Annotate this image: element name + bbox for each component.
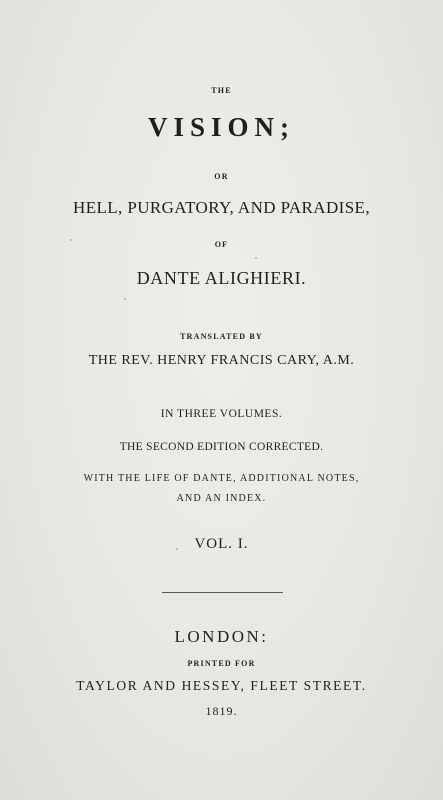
title-article: THE: [211, 86, 232, 95]
paper-speck: [255, 257, 257, 259]
contents-note-line-2: AND AN INDEX.: [176, 493, 267, 504]
paper-speck: [70, 239, 72, 241]
book-subtitle: HELL, PURGATORY, AND PARADISE,: [73, 198, 370, 217]
translated-by-label: TRANSLATED BY: [180, 332, 263, 341]
paper-speck: [176, 548, 178, 550]
title-or: OR: [214, 172, 229, 181]
author-name: DANTE ALIGHIERI.: [136, 268, 307, 288]
title-of: OF: [214, 240, 229, 249]
printed-for-label: PRINTED FOR: [187, 659, 256, 668]
paper-speck: [124, 298, 126, 300]
divider-rule: [162, 592, 283, 593]
volume-number: VOL. I.: [194, 536, 249, 552]
volumes-note: IN THREE VOLUMES.: [160, 408, 283, 420]
translator-name: THE REV. HENRY FRANCIS CARY, A.M.: [88, 353, 355, 368]
contents-note-line-1: WITH THE LIFE OF DANTE, ADDITIONAL NOTES,: [83, 473, 360, 484]
publisher-name: TAYLOR AND HESSEY, FLEET STREET.: [76, 678, 367, 693]
book-title: VISION;: [147, 112, 296, 142]
publication-year: 1819.: [205, 704, 238, 718]
imprint-city: LONDON:: [174, 627, 269, 646]
edition-note: THE SECOND EDITION CORRECTED.: [119, 441, 324, 453]
